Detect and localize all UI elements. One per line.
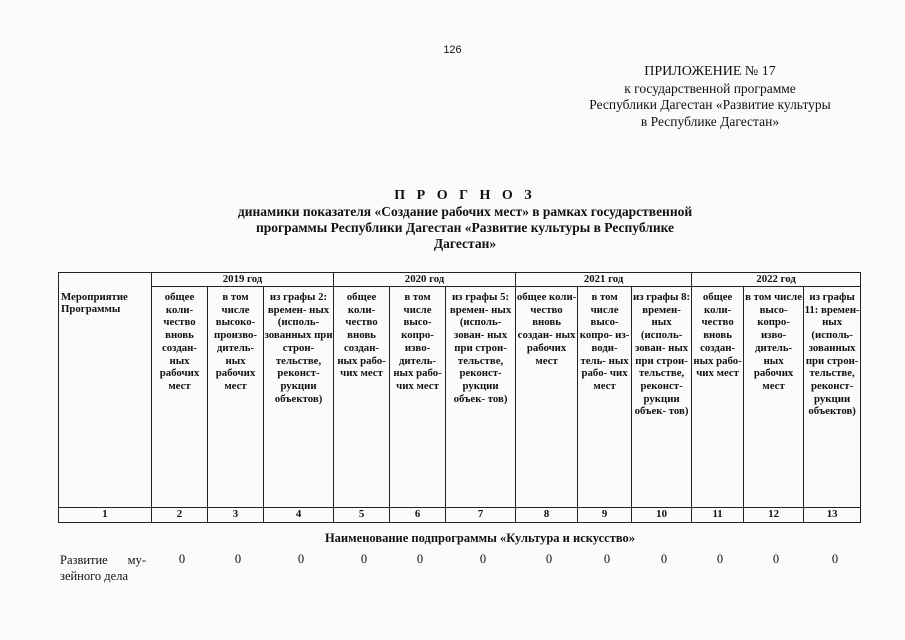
year-header: 2019 год bbox=[152, 273, 334, 287]
row-value: 0 bbox=[772, 552, 780, 566]
column-header: в том числе высо- копро- изво- дитель- ных рабочих мест bbox=[744, 287, 804, 508]
row-value: 0 bbox=[416, 552, 424, 566]
row-value: 0 bbox=[297, 552, 305, 566]
appendix-line-3: Республики Дагестан «Развитие культуры bbox=[589, 97, 831, 112]
column-header: в том числе высо- копро- изво- дитель- ных рабо- чих мест bbox=[390, 287, 446, 508]
column-header: из графы 5: времен- ных (исполь- зован- ных при строи- тельстве, реконст- рукции объек- тов) bbox=[446, 287, 516, 508]
row-label-line-2: зейного дела bbox=[60, 569, 128, 583]
column-header: общее коли- чество вновь создан- ных рабочих мест bbox=[152, 287, 208, 508]
column-number: 3 bbox=[208, 508, 264, 523]
column-header: общее коли- чество вновь создан- ных рабо- чих мест bbox=[334, 287, 390, 508]
year-header: 2020 год bbox=[334, 273, 516, 287]
column-number: 13 bbox=[804, 508, 861, 523]
column-header: общее коли- чество вновь создан- ных рабочих мест bbox=[516, 287, 578, 508]
row-value: 0 bbox=[178, 552, 186, 566]
row-value: 0 bbox=[831, 552, 839, 566]
column-header: в том числе высоко- произво- дитель- ных рабочих мест bbox=[208, 287, 264, 508]
row-value: 0 bbox=[360, 552, 368, 566]
subprogram-title: Наименование подпрограммы «Культура и искусство» bbox=[324, 531, 636, 545]
column-header: из графы 8: времен- ных (исполь- зован- ных при строи- тельстве, реконст- рукции объек- тов) bbox=[632, 287, 692, 508]
row-value: 0 bbox=[479, 552, 487, 566]
column-header: в том числе высо- копро- из- води- тель- ных рабо- чих мест bbox=[578, 287, 632, 508]
header-measure-label: Мероприятие Программы bbox=[61, 291, 128, 315]
column-number: 11 bbox=[692, 508, 744, 523]
row-value: 0 bbox=[603, 552, 611, 566]
header-measure bbox=[59, 273, 152, 508]
year-header: 2022 год bbox=[692, 273, 861, 287]
row-value: 0 bbox=[660, 552, 668, 566]
row-value: 0 bbox=[545, 552, 553, 566]
appendix-block bbox=[560, 64, 860, 130]
column-number: 8 bbox=[516, 508, 578, 523]
column-header: общее коли- чество вновь создан- ных рабо- чих мест bbox=[692, 287, 744, 508]
column-number: 4 bbox=[264, 508, 334, 523]
column-number: 2 bbox=[152, 508, 208, 523]
row-value: 0 bbox=[716, 552, 724, 566]
column-number: 9 bbox=[578, 508, 632, 523]
row-label-line-1: Развитие му- bbox=[60, 553, 146, 567]
column-number: 5 bbox=[334, 508, 390, 523]
appendix-line-4: в Республике Дагестан» bbox=[640, 113, 780, 129]
appendix-line-1: ПРИЛОЖЕНИЕ № 17 bbox=[644, 64, 776, 79]
column-number: 1 bbox=[59, 508, 152, 523]
forecast-table bbox=[58, 272, 861, 523]
row-value: 0 bbox=[234, 552, 242, 566]
column-header: из графы 11: времен- ных (исполь- зованных при строн- тельстве, реконст- рукции объектов) bbox=[804, 287, 861, 508]
column-number: 12 bbox=[744, 508, 804, 523]
row-label bbox=[60, 552, 146, 584]
column-number: 7 bbox=[446, 508, 516, 523]
table-row bbox=[58, 552, 860, 588]
column-header: из графы 2: времен- ных (исполь- зованных при строн- тельстве, реконст- рукции объектов) bbox=[264, 287, 334, 508]
column-number: 10 bbox=[632, 508, 692, 523]
column-number: 6 bbox=[390, 508, 446, 523]
appendix-line-2: к государственной программе bbox=[624, 80, 796, 96]
document-subtitle: динамики показателя «Создание рабочих мест» в рамках государственной программы Республики Дагестан «Развитие культуры в Республике Дагестан» bbox=[237, 204, 693, 251]
document-title: П Р О Г Н О З bbox=[394, 188, 536, 203]
year-header: 2021 год bbox=[516, 273, 692, 287]
page-number: 126 bbox=[443, 44, 462, 56]
document-heading bbox=[230, 188, 700, 252]
